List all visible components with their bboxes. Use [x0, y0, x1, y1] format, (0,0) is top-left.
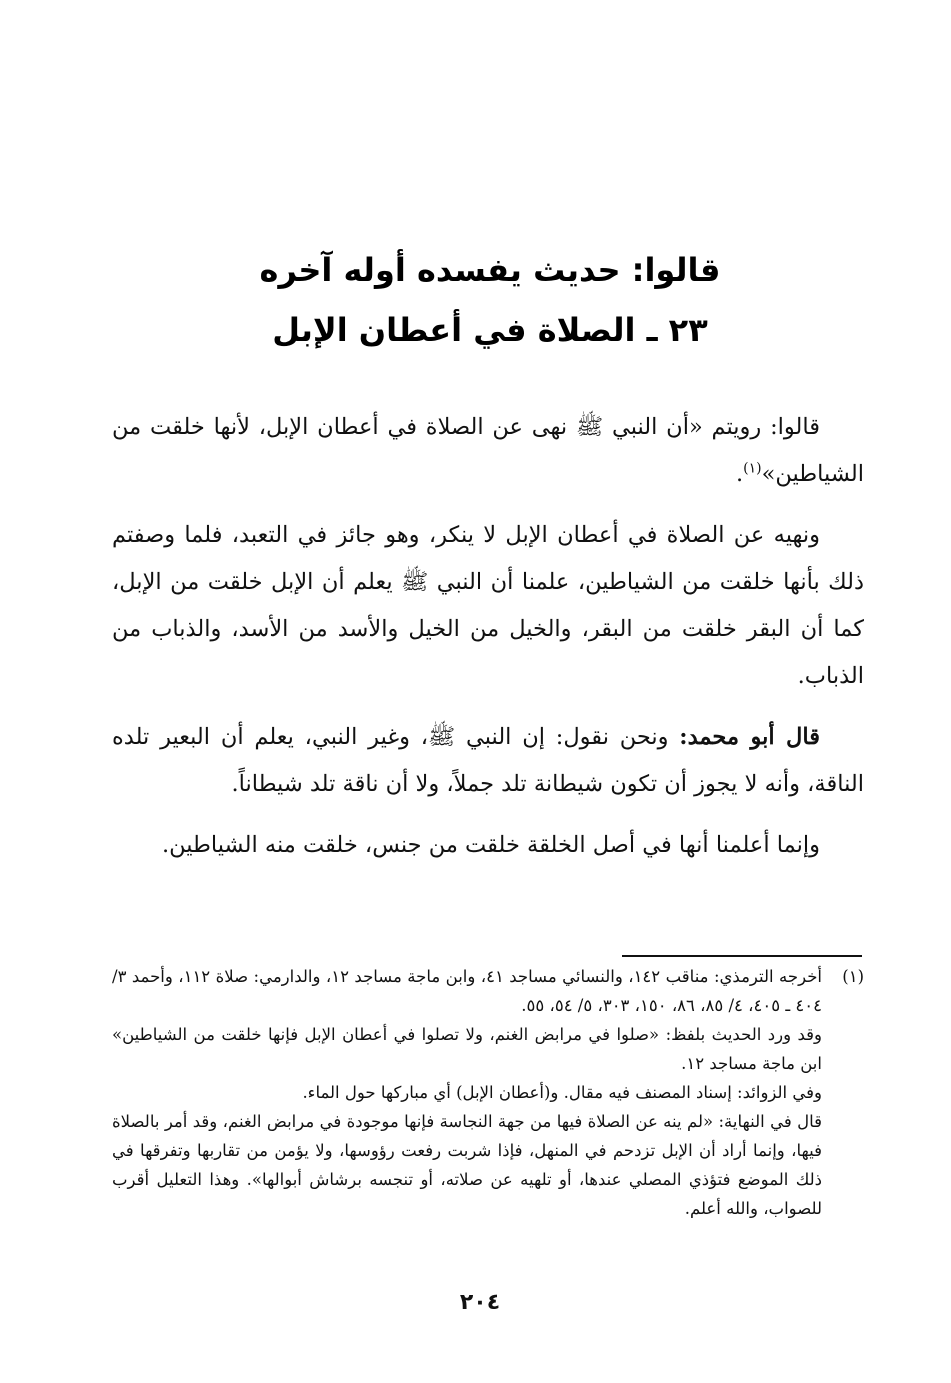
footnote-line: وقد ورد الحديث بلفظ: «صلوا في مرابض الغنم، ولا تصلوا في أعطان الإبل فإنها خلقت من الشياطين» ابن ماجة مساجد ١٢. [112, 1025, 822, 1073]
paragraph-1-end: . [735, 461, 744, 487]
chapter-title: قالوا: حديث يفسده أوله آخره [259, 251, 721, 289]
paragraph-3-text: ونحن نقول: إن النبي ﷺ، وغير النبي، يعلم أن البعير تلده الناقة، وأنه لا يجوز أن تكون شيطانة تلد جملاً، ولا أن ناقة تلد شيطاناً. [112, 724, 864, 797]
footnote-body [112, 962, 822, 1223]
footnote-separator [622, 955, 862, 957]
main-text [112, 404, 864, 883]
paragraph-3 [112, 714, 864, 808]
paragraph-2: ونهيه عن الصلاة في أعطان الإبل لا ينكر، وهو جائز في التعبد، فلما وصفتم ذلك بأنها خلقت من الشياطين، علمنا أن النبي ﷺ يعلم أن الإبل خلقت من الإبل، كما أن البقر خلقت من البقر، والخيل من الخيل والأسد من الأسد، والذباب من الذباب. [112, 522, 864, 689]
paragraph-1 [112, 404, 864, 498]
footnote-reference: (١) [743, 460, 762, 477]
footnote-1 [112, 962, 864, 1223]
footnote-line: وفي الزوائد: إسناد المصنف فيه مقال. و(أعطان الإبل) أي مباركها حول الماء. [302, 1083, 822, 1102]
paragraph-4: وإنما أعلمنا أنها في أصل الخلقة خلقت من جنس، خلقت منه الشياطين. [161, 832, 820, 858]
section-title: ٢٣ ـ الصلاة في أعطان الإبل [272, 311, 708, 349]
speaker-lead: قال أبو محمد: [679, 724, 821, 750]
paragraph-1-text: قالوا: رويتم «أن النبي ﷺ نهى عن الصلاة في أعطان الإبل، لأنها خلقت من الشياطين» [112, 414, 864, 487]
footnote-line: أخرجه الترمذي: مناقب ١٤٢، والنسائي مساجد ٤١، وابن ماجة مساجد ١٢، والدارمي: صلاة ١١٢، وأحمد ٣/ ٤٠٤ ـ ٤٠٥، ٤/ ٨٥، ٨٦، ١٥٠، ٣٠٣، ٥/ ٥٤، ٥٥. [112, 967, 822, 1015]
footnote-line: قال في النهاية: «لم ينه عن الصلاة فيها من جهة النجاسة فإنها موجودة في مرابض الغنم، وقد أمر بالصلاة فيها، وإنما أراد أن الإبل تزدحم في المنهل، فإذا شربت رفعت رؤوسها، ولا يؤمن من تقاربها وتفرقها في ذلك الموضع فتؤذي المصلي عندها، أو تلهيه عن صلاته، أو تنجسه برشاش أبوالها». وهذا التعليل أقرب للصواب، والله أعلم. [112, 1112, 822, 1218]
footnotes [112, 962, 864, 1223]
page-number: ٢٠٤ [459, 1290, 501, 1315]
footnote-number: (١) [842, 967, 864, 986]
